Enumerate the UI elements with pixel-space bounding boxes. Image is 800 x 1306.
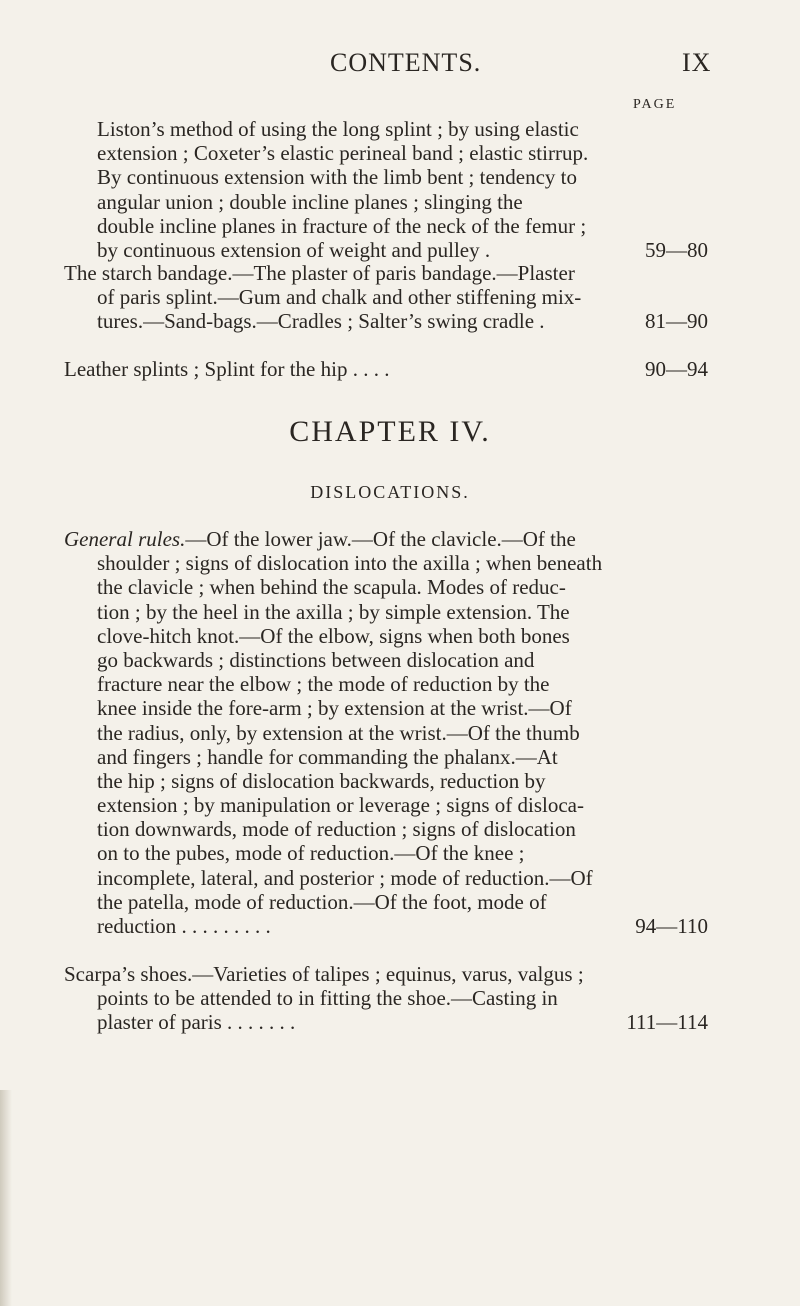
- page-gutter-shadow: [0, 1090, 12, 1306]
- entry-line: tion downwards, mode of reduction ; signs of dislocation: [97, 817, 576, 842]
- page-column-label: PAGE: [633, 97, 677, 112]
- entry-text: reduction . . . . . . . . .: [97, 914, 271, 938]
- entry-line: incomplete, lateral, and posterior ; mode of reduction.—Of: [97, 865, 593, 890]
- entry-lead-rest: —Of the lower jaw.—Of the clavicle.—Of the: [185, 527, 576, 551]
- entry-lead: [64, 527, 576, 551]
- chapter-heading: CHAPTER IV.: [289, 415, 491, 448]
- entry-line: the clavicle ; when behind the scapula. Modes of reduc-: [97, 575, 566, 600]
- entry-line: the patella, mode of reduction.—Of the foot, mode of: [97, 889, 547, 914]
- entry-line: knee inside the fore-arm ; by extension at the wrist.—Of: [97, 696, 572, 721]
- entry-line: the hip ; signs of dislocation backwards, reduction by: [97, 768, 546, 793]
- entry-line: tion ; by the heel in the axilla ; by simple extension. The: [97, 599, 570, 624]
- entry-line: the radius, only, by extension at the wrist.—Of the thumb: [97, 720, 580, 745]
- entry-line: Scarpa’s shoes.—Varieties of talipes ; equinus, varus, valgus ;: [64, 962, 584, 986]
- entry-text: Leather splints ; Splint for the hip . . . .: [64, 357, 390, 381]
- running-header: [0, 48, 800, 88]
- contents-entry: [64, 962, 708, 1035]
- entry-page-range: 90—94: [645, 357, 708, 381]
- entry-line: double incline planes in fracture of the neck of the femur ;: [97, 213, 587, 238]
- entry-text: tures.—Sand-bags.—Cradles ; Salter’s swing cradle .: [97, 309, 545, 334]
- contents-entry: [64, 261, 708, 334]
- entry-text: plaster of paris . . . . . . .: [97, 1010, 296, 1035]
- running-title: CONTENTS.: [330, 48, 482, 77]
- entry-text: by continuous extension of weight and pulley .: [97, 237, 491, 262]
- entry-line: By continuous extension with the limb bent ; tendency to: [97, 165, 578, 190]
- entry-lead-italic: General rules.: [64, 527, 186, 551]
- entry-page-range: 94—110: [635, 914, 708, 938]
- entry-last-line: [64, 914, 708, 938]
- entry-last-line: [64, 309, 708, 333]
- entry-line: shoulder ; signs of dislocation into the axilla ; when beneath: [97, 551, 603, 576]
- entry-line: of paris splint.—Gum and chalk and other stiffening mix-: [97, 285, 582, 310]
- entry-line: and fingers ; handle for commanding the phalanx.—At: [97, 744, 558, 769]
- entry-line: angular union ; double incline planes ; slinging the: [97, 189, 523, 214]
- contents-entry: [64, 527, 708, 938]
- entry-line: extension ; by manipulation or leverage ; signs of disloca-: [97, 793, 584, 818]
- entry-line: [64, 527, 708, 551]
- entry-line: go backwards ; distinctions between dislocation and: [97, 647, 535, 672]
- entry-page-range: 59—80: [645, 237, 708, 262]
- entry-line: on to the pubes, mode of reduction.—Of the knee ;: [97, 841, 525, 866]
- entry-line: clove-hitch knot.—Of the elbow, signs when both bones: [97, 623, 570, 648]
- entry-line: points to be attended to in fitting the shoe.—Casting in: [97, 986, 558, 1011]
- entry-last-line: [97, 238, 708, 262]
- page-number: IX: [682, 48, 712, 77]
- entry-line: fracture near the elbow ; the mode of reduction by the: [97, 672, 550, 697]
- contents-entry: [97, 117, 708, 262]
- contents-entry: [64, 357, 708, 381]
- entry-line: Liston’s method of using the long splint ; by using elastic: [97, 117, 579, 141]
- entry-line: The starch bandage.—The plaster of paris bandage.—Plaster: [64, 261, 575, 285]
- chapter-subheading: DISLOCATIONS.: [310, 482, 470, 502]
- entry-last-line: [64, 357, 708, 381]
- entry-page-range: 111—114: [626, 1010, 708, 1035]
- entry-last-line: [64, 1010, 708, 1034]
- entry-page-range: 81—90: [645, 309, 708, 334]
- entry-line: extension ; Coxeter’s elastic perineal band ; elastic stirrup.: [97, 141, 589, 166]
